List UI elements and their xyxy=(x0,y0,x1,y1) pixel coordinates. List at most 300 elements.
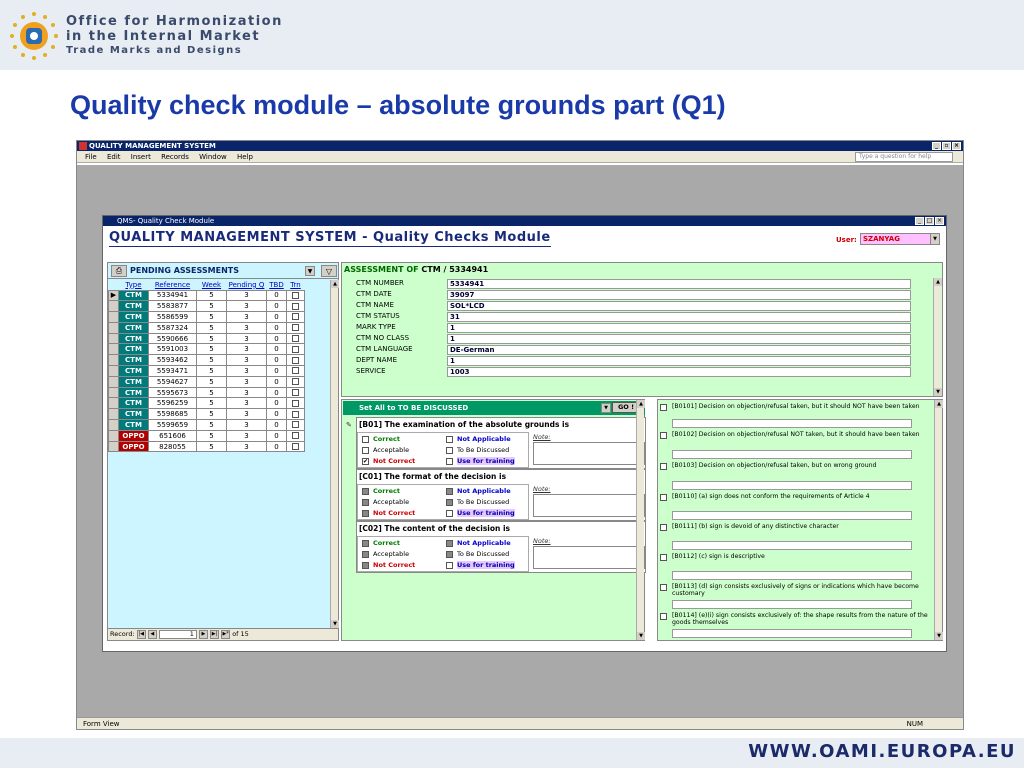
cell-pending-q: 3 xyxy=(227,301,267,312)
form-title: QMS- Quality Check Module xyxy=(117,217,215,225)
cell-type: CTM xyxy=(119,355,149,366)
col-week[interactable]: Week xyxy=(197,280,227,290)
cell-reference: 5594627 xyxy=(149,376,197,387)
field-value[interactable]: 1003 xyxy=(447,367,911,377)
row-selector[interactable] xyxy=(109,387,119,398)
row-selector[interactable] xyxy=(109,322,119,333)
row-selector[interactable] xyxy=(109,333,119,344)
status-num: NUM xyxy=(906,720,923,728)
row-selector[interactable] xyxy=(109,441,119,452)
checkbox[interactable] xyxy=(446,540,453,547)
cell-pending-q: 3 xyxy=(227,322,267,333)
cell-type: CTM xyxy=(119,366,149,377)
pending-assessments-panel xyxy=(107,262,339,641)
cell-tbd: 0 xyxy=(267,376,287,387)
help-search-input[interactable]: Type a question for help xyxy=(855,152,953,162)
reason-checkbox[interactable] xyxy=(660,584,667,591)
cell-type: OPPO xyxy=(119,430,149,441)
option-label: Acceptable xyxy=(373,498,410,506)
last-record-icon[interactable]: ▶| xyxy=(211,630,218,637)
criterion-title: [C02] The content of the decision is xyxy=(359,524,510,533)
reason-comment-input[interactable] xyxy=(672,541,912,550)
col-tbd[interactable]: TBD xyxy=(267,280,287,290)
col-type[interactable]: Type xyxy=(119,280,149,290)
reason-comment-input[interactable] xyxy=(672,600,912,609)
cell-tbd: 0 xyxy=(267,333,287,344)
reason-item xyxy=(672,553,928,560)
table-row[interactable] xyxy=(109,420,305,431)
checkbox[interactable] xyxy=(446,562,453,569)
cell-week: 5 xyxy=(197,366,227,377)
reason-checkbox[interactable] xyxy=(660,554,667,561)
qms-form-window xyxy=(102,215,947,652)
trn-checkbox[interactable] xyxy=(292,389,299,396)
cell-reference: 5596259 xyxy=(149,398,197,409)
table-row[interactable] xyxy=(109,398,305,409)
cell-pending-q: 3 xyxy=(227,420,267,431)
option-label: Use for training xyxy=(457,509,515,517)
trn-checkbox[interactable] xyxy=(292,421,299,428)
pending-header xyxy=(108,263,338,279)
cell-type: CTM xyxy=(119,290,149,301)
cell-tbd: 0 xyxy=(267,312,287,323)
access-window xyxy=(76,140,964,730)
row-selector[interactable] xyxy=(109,355,119,366)
reason-comment-input[interactable] xyxy=(672,571,912,580)
reason-comment-input[interactable] xyxy=(672,629,912,638)
cell-reference: 5590666 xyxy=(149,333,197,344)
acceptable-option[interactable] xyxy=(362,497,409,507)
table-row[interactable] xyxy=(109,430,305,441)
prev-record-icon[interactable]: ◀ xyxy=(148,630,157,639)
reason-text: [B0101] Decision on objection/refusal taken, but it should NOT have been taken xyxy=(672,403,920,410)
slide-footer xyxy=(0,738,1024,768)
option-label: To Be Discussed xyxy=(457,446,510,454)
note-input[interactable] xyxy=(533,546,645,569)
app-titlebar xyxy=(77,141,963,151)
reason-checkbox[interactable] xyxy=(660,494,667,501)
cell-type: CTM xyxy=(119,322,149,333)
cell-pending-q: 3 xyxy=(227,344,267,355)
user-select[interactable] xyxy=(860,233,940,245)
user-label: User: xyxy=(836,236,857,244)
option-label: Not Applicable xyxy=(457,539,511,547)
cell-trn xyxy=(287,376,305,387)
cell-trn xyxy=(287,441,305,452)
note-label: Note: xyxy=(533,433,551,441)
not-correct-option[interactable] xyxy=(362,508,415,518)
option-label: Correct xyxy=(373,487,401,495)
app-title: QUALITY MANAGEMENT SYSTEM xyxy=(89,142,216,150)
row-selector[interactable] xyxy=(109,430,119,441)
pending-title: PENDING ASSESSMENTS xyxy=(130,266,240,275)
table-row[interactable] xyxy=(109,366,305,377)
field-label: CTM NUMBER xyxy=(356,279,404,287)
cell-type: CTM xyxy=(119,344,149,355)
next-record-icon[interactable]: ▶ xyxy=(199,630,208,639)
cell-reference: 5598685 xyxy=(149,409,197,420)
option-label: To Be Discussed xyxy=(457,498,510,506)
field-value[interactable]: 31 xyxy=(447,312,911,322)
cell-tbd: 0 xyxy=(267,409,287,420)
field-value[interactable]: 5334941 xyxy=(447,279,911,289)
col-trn[interactable]: Trn xyxy=(287,280,305,290)
access-app-icon xyxy=(79,142,87,150)
menu-help[interactable]: Help xyxy=(236,153,253,161)
row-selector[interactable] xyxy=(109,420,119,431)
criteria-scrollbar[interactable] xyxy=(636,400,644,640)
statusbar xyxy=(77,717,963,729)
cell-type: CTM xyxy=(119,301,149,312)
form-minimize-button[interactable]: _ xyxy=(915,217,924,225)
checkbox[interactable] xyxy=(362,436,369,443)
criterion-options xyxy=(357,484,529,520)
minimize-button[interactable]: _ xyxy=(932,142,941,150)
cell-tbd: 0 xyxy=(267,355,287,366)
filter-icon[interactable]: ▽ xyxy=(321,265,337,277)
reason-checkbox[interactable] xyxy=(660,404,667,411)
table-row[interactable] xyxy=(109,409,305,420)
trn-checkbox[interactable] xyxy=(292,346,299,353)
cell-week: 5 xyxy=(197,355,227,366)
row-selector[interactable] xyxy=(109,376,119,387)
cell-pending-q: 3 xyxy=(227,387,267,398)
trn-checkbox[interactable] xyxy=(292,443,299,450)
cell-pending-q: 3 xyxy=(227,398,267,409)
reason-item xyxy=(672,403,928,410)
reason-text: [B0114] (e)(i) sign consists exclusively of: the shape results from the nature of the goods themselves xyxy=(672,612,928,626)
criterion-block xyxy=(356,521,646,573)
menu-file[interactable]: File xyxy=(85,153,97,161)
assessment-title xyxy=(344,265,488,274)
checkbox[interactable] xyxy=(446,488,453,495)
reason-comment-input[interactable] xyxy=(672,419,912,428)
row-selector[interactable] xyxy=(109,409,119,420)
to-be-discussed-option[interactable] xyxy=(446,549,509,559)
field-value[interactable]: SOL*LCD xyxy=(447,301,911,311)
cell-tbd: 0 xyxy=(267,430,287,441)
row-selector[interactable] xyxy=(109,301,119,312)
criterion-options xyxy=(357,432,529,468)
acceptable-option[interactable] xyxy=(362,445,409,455)
checkbox[interactable] xyxy=(446,551,453,558)
use-for-training-option[interactable] xyxy=(446,560,515,570)
table-row[interactable] xyxy=(109,312,305,323)
criterion-title: [C01] The format of the decision is xyxy=(359,472,507,481)
table-row[interactable] xyxy=(109,322,305,333)
row-selector[interactable] xyxy=(109,312,119,323)
table-row[interactable] xyxy=(109,387,305,398)
option-label: Acceptable xyxy=(373,446,410,454)
row-selector[interactable] xyxy=(109,366,119,377)
reason-checkbox[interactable] xyxy=(660,524,667,531)
field-label: DEPT NAME xyxy=(356,356,398,364)
assessment-title-prefix: ASSESSMENT OF xyxy=(344,265,419,274)
option-label: Use for training xyxy=(457,457,515,465)
slide-header xyxy=(0,0,1024,70)
cell-week: 5 xyxy=(197,344,227,355)
scroll-down-icon[interactable]: ▼ xyxy=(637,632,645,640)
cell-trn xyxy=(287,344,305,355)
checkbox[interactable] xyxy=(362,488,369,495)
chevron-down-icon[interactable]: ▼ xyxy=(930,234,939,244)
first-record-icon[interactable]: |◀ xyxy=(138,630,144,637)
cell-trn xyxy=(287,312,305,323)
checkbox[interactable] xyxy=(362,458,369,465)
scroll-down-icon[interactable]: ▼ xyxy=(935,632,943,640)
reason-item xyxy=(672,462,928,469)
criterion-block xyxy=(356,417,646,469)
field-label: CTM STATUS xyxy=(356,312,400,320)
form-window-controls xyxy=(915,217,944,225)
cell-tbd: 0 xyxy=(267,398,287,409)
field-label: MARK TYPE xyxy=(356,323,396,331)
reason-checkbox[interactable] xyxy=(660,613,667,620)
cell-type: CTM xyxy=(119,376,149,387)
field-label: CTM DATE xyxy=(356,290,392,298)
cell-trn xyxy=(287,387,305,398)
cell-trn xyxy=(287,366,305,377)
field-value[interactable]: 1 xyxy=(447,356,911,366)
table-row[interactable] xyxy=(109,290,305,301)
slide-title: Quality check module – absolute grounds part (Q1) xyxy=(70,90,726,120)
reason-text: [B0103] Decision on objection/refusal taken, but on wrong ground xyxy=(672,462,877,469)
reason-text: [B0113] (d) sign consists exclusively of signs or indications which have become customary xyxy=(672,583,919,597)
acceptable-option[interactable] xyxy=(362,549,409,559)
reasons-scrollbar[interactable] xyxy=(934,400,942,640)
form-body xyxy=(103,226,946,651)
new-record-icon[interactable]: ▶* xyxy=(222,630,229,637)
cell-type: CTM xyxy=(119,398,149,409)
cell-tbd: 0 xyxy=(267,441,287,452)
note-input[interactable] xyxy=(533,442,645,465)
cell-reference: 651606 xyxy=(149,430,197,441)
close-button[interactable]: × xyxy=(953,142,960,149)
pencil-icon: ✎ xyxy=(346,421,352,429)
option-label: To Be Discussed xyxy=(457,550,510,558)
checkbox[interactable] xyxy=(446,458,453,465)
trn-checkbox[interactable] xyxy=(292,367,299,374)
org-name xyxy=(66,14,283,58)
cell-week: 5 xyxy=(197,322,227,333)
table-row[interactable] xyxy=(109,301,305,312)
criterion-block xyxy=(356,469,646,521)
field-value[interactable]: DE-German xyxy=(447,345,911,355)
scroll-down-icon[interactable]: ▼ xyxy=(934,388,942,396)
cell-pending-q: 3 xyxy=(227,290,267,301)
qms-heading: QUALITY MANAGEMENT SYSTEM - Quality Checks Module xyxy=(109,230,551,245)
workspace xyxy=(77,165,963,717)
trn-checkbox[interactable] xyxy=(292,400,299,407)
trn-checkbox[interactable] xyxy=(292,324,299,331)
table-row[interactable] xyxy=(109,333,305,344)
restore-button[interactable]: ▫ xyxy=(942,142,951,150)
cell-reference: 5599659 xyxy=(149,420,197,431)
field-label: CTM NO CLASS xyxy=(356,334,410,342)
table-row[interactable] xyxy=(109,344,305,355)
option-label: Not Correct xyxy=(373,457,416,465)
trn-checkbox[interactable] xyxy=(292,335,299,342)
correct-option[interactable] xyxy=(362,486,400,496)
form-maximize-button[interactable]: □ xyxy=(926,217,933,224)
option-label: Not Correct xyxy=(373,509,416,517)
org-line-2: in the Internal Market xyxy=(66,29,261,44)
scroll-up-icon[interactable]: ▲ xyxy=(637,400,645,408)
cell-week: 5 xyxy=(197,376,227,387)
checkbox[interactable] xyxy=(362,510,369,517)
cell-tbd: 0 xyxy=(267,322,287,333)
print-icon[interactable]: ⎙ xyxy=(111,265,127,277)
pending-table xyxy=(108,280,305,452)
sort-dropdown-icon[interactable]: ▼ xyxy=(305,266,315,276)
field-label: SERVICE xyxy=(356,367,386,375)
cell-tbd: 0 xyxy=(267,290,287,301)
trn-checkbox[interactable] xyxy=(292,357,299,364)
table-row[interactable] xyxy=(109,355,305,366)
not-correct-option[interactable] xyxy=(362,456,415,466)
cell-trn xyxy=(287,290,305,301)
checkbox[interactable] xyxy=(362,540,369,547)
option-label: Correct xyxy=(373,539,401,547)
cell-pending-q: 3 xyxy=(227,441,267,452)
record-navigator xyxy=(108,628,338,640)
row-selector[interactable]: ▶ xyxy=(109,290,119,301)
cell-trn xyxy=(287,333,305,344)
to-be-discussed-option[interactable] xyxy=(446,445,509,455)
trn-checkbox[interactable] xyxy=(292,292,299,299)
cell-reference: 5586599 xyxy=(149,312,197,323)
menu-insert[interactable]: Insert xyxy=(130,153,151,161)
cell-reference: 5583877 xyxy=(149,301,197,312)
row-selector[interactable] xyxy=(109,398,119,409)
pending-scrollbar[interactable] xyxy=(330,280,338,628)
cell-tbd: 0 xyxy=(267,420,287,431)
checkbox[interactable] xyxy=(446,499,453,506)
cell-pending-q: 3 xyxy=(227,376,267,387)
col-pending-q[interactable]: Pending Q xyxy=(227,280,267,290)
trn-checkbox[interactable] xyxy=(292,432,299,439)
cell-trn xyxy=(287,301,305,312)
checkbox[interactable] xyxy=(362,499,369,506)
checkbox[interactable] xyxy=(446,436,453,443)
cell-week: 5 xyxy=(197,301,227,312)
reason-comment-input[interactable] xyxy=(672,511,912,520)
reason-comment-input[interactable] xyxy=(672,450,912,459)
trn-checkbox[interactable] xyxy=(292,303,299,310)
scroll-up-icon[interactable]: ▲ xyxy=(331,280,339,288)
not-applicable-option[interactable] xyxy=(446,538,511,548)
field-value[interactable]: 1 xyxy=(447,323,911,333)
cell-reference: 5334941 xyxy=(149,290,197,301)
scroll-up-icon[interactable]: ▲ xyxy=(934,278,942,286)
form-titlebar xyxy=(103,216,946,226)
quality-check-panel xyxy=(341,399,645,641)
note-input[interactable] xyxy=(533,494,645,517)
footer-url: WWW.OAMI.EUROPA.EU xyxy=(748,741,1016,762)
cell-reference: 5593471 xyxy=(149,366,197,377)
set-all-dropdown-icon[interactable]: ▼ xyxy=(601,403,611,413)
menubar xyxy=(77,151,963,163)
reason-text: [B0112] (c) sign is descriptive xyxy=(672,553,765,560)
scroll-down-icon[interactable]: ▼ xyxy=(331,620,339,628)
form-close-button[interactable]: × xyxy=(936,217,943,224)
reason-item xyxy=(672,583,928,597)
option-label: Correct xyxy=(373,435,401,443)
record-label: Record: xyxy=(110,630,135,638)
use-for-training-option[interactable] xyxy=(446,508,515,518)
record-count: of 15 xyxy=(232,630,249,638)
row-selector[interactable] xyxy=(109,344,119,355)
cell-pending-q: 3 xyxy=(227,409,267,420)
not-applicable-option[interactable] xyxy=(446,434,511,444)
field-value[interactable]: 39097 xyxy=(447,290,911,300)
cell-pending-q: 3 xyxy=(227,312,267,323)
checkbox[interactable] xyxy=(362,551,369,558)
not-correct-option[interactable] xyxy=(362,560,415,570)
menu-window[interactable]: Window xyxy=(199,153,227,161)
trn-checkbox[interactable] xyxy=(292,411,299,418)
reason-text: [B0102] Decision on objection/refusal NOT taken, but it should have been taken xyxy=(672,431,920,438)
reason-text: [B0111] (b) sign is devoid of any distinctive character xyxy=(672,523,839,530)
table-row[interactable] xyxy=(109,376,305,387)
cell-trn xyxy=(287,409,305,420)
option-label: Not Applicable xyxy=(457,487,511,495)
reason-comment-input[interactable] xyxy=(672,481,912,490)
menu-edit[interactable]: Edit xyxy=(106,153,121,161)
correct-option[interactable] xyxy=(362,538,400,548)
assessment-scrollbar[interactable] xyxy=(933,278,941,396)
table-row[interactable] xyxy=(109,441,305,452)
reason-checkbox[interactable] xyxy=(660,463,667,470)
trn-checkbox[interactable] xyxy=(292,378,299,385)
reason-checkbox[interactable] xyxy=(660,432,667,439)
col-reference[interactable]: Reference xyxy=(149,280,197,290)
trn-checkbox[interactable] xyxy=(292,313,299,320)
user-value: SZANYAG xyxy=(863,235,900,243)
window-controls xyxy=(932,142,961,150)
scroll-up-icon[interactable]: ▲ xyxy=(935,400,943,408)
menu-records[interactable]: Records xyxy=(161,153,189,161)
field-value[interactable]: 1 xyxy=(447,334,911,344)
cell-type: OPPO xyxy=(119,441,149,452)
option-label: Acceptable xyxy=(373,550,410,558)
cell-tbd: 0 xyxy=(267,366,287,377)
cell-week: 5 xyxy=(197,420,227,431)
record-number-input[interactable]: 1 xyxy=(159,630,197,639)
to-be-discussed-option[interactable] xyxy=(446,497,509,507)
checkbox[interactable] xyxy=(446,447,453,454)
reason-item xyxy=(672,523,928,530)
checkbox[interactable] xyxy=(362,562,369,569)
field-label: CTM NAME xyxy=(356,301,394,309)
cell-pending-q: 3 xyxy=(227,366,267,377)
cell-reference: 828055 xyxy=(149,441,197,452)
cell-trn xyxy=(287,355,305,366)
not-applicable-option[interactable] xyxy=(446,486,511,496)
cell-week: 5 xyxy=(197,409,227,420)
cell-type: CTM xyxy=(119,333,149,344)
checkbox[interactable] xyxy=(446,510,453,517)
correct-option[interactable] xyxy=(362,434,400,444)
cell-week: 5 xyxy=(197,441,227,452)
checkbox[interactable] xyxy=(362,447,369,454)
cell-week: 5 xyxy=(197,312,227,323)
cell-pending-q: 3 xyxy=(227,430,267,441)
go-button[interactable]: GO ! xyxy=(612,402,640,413)
status-left: Form View xyxy=(83,720,120,728)
use-for-training-option[interactable] xyxy=(446,456,515,466)
cell-week: 5 xyxy=(197,333,227,344)
